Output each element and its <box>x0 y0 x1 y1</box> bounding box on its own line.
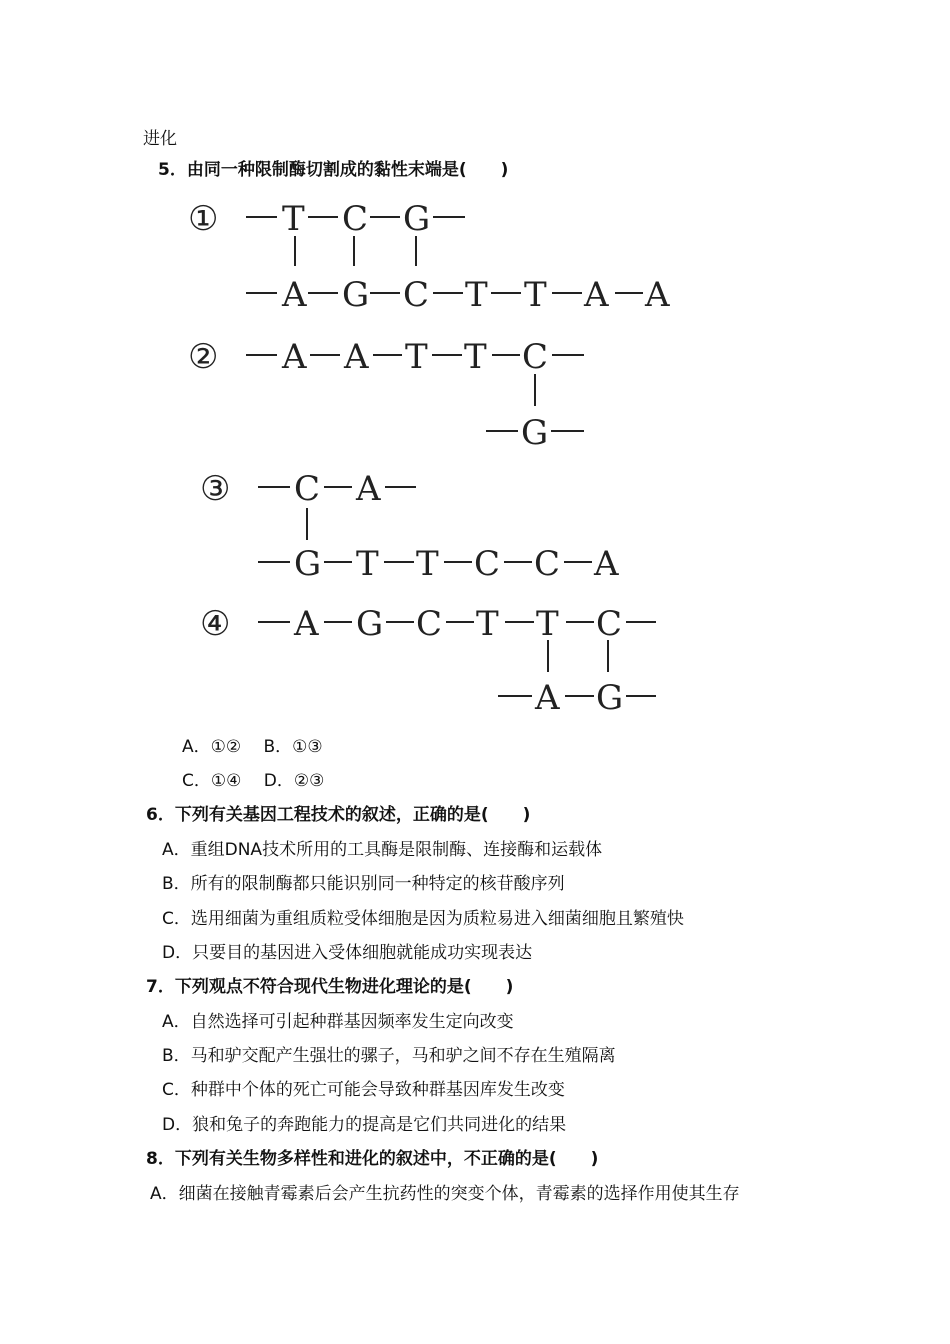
strand-4-top-6: C <box>596 604 623 644</box>
strand-4-top-5: T <box>536 604 559 644</box>
strand-1-top-3: G <box>403 199 431 239</box>
question-6-title: 6．下列有关基因工程技术的叙述，正确的是( ) <box>146 805 531 825</box>
q7-option-d: D．狼和兔子的奔跑能力的提高是它们共同进化的结果 <box>162 1115 567 1135</box>
strand-4-label: ④ <box>200 604 231 644</box>
q6-option-c: C．选用细菌为重组质粒受体细胞是因为质粒易进入细菌细胞且繁殖快 <box>162 909 684 929</box>
strand-1-top-1: T <box>282 199 305 239</box>
strand-3-label: ③ <box>200 469 231 509</box>
strand-3-bottom-4: C <box>474 544 501 584</box>
strand-3-bottom-3: T <box>416 544 439 584</box>
strand-2-top-1: A <box>282 337 307 377</box>
strand-2-top-2: A <box>344 337 369 377</box>
strand-1-bottom-3: C <box>403 275 430 315</box>
strand-2-top-4: T <box>464 337 487 377</box>
strand-2-bottom-1: G <box>521 413 549 453</box>
q7-option-b: B．马和驴交配产生强壮的骡子，马和驴之间不存在生殖隔离 <box>162 1046 616 1066</box>
strand-1-bottom-1: A <box>282 275 307 315</box>
strand-1-bottom-7: A <box>645 275 670 315</box>
question-5-title: 5．由同一种限制酶切割成的黏性末端是( ) <box>158 160 509 180</box>
question-8-title: 8．下列有关生物多样性和进化的叙述中，不正确的是( ) <box>146 1149 599 1169</box>
strand-3 <box>200 469 619 584</box>
q5-options-row-2: C．①④ D．②③ <box>182 771 325 791</box>
strand-1-bottom-4: T <box>465 275 488 315</box>
strand-1-bottom-5: T <box>524 275 547 315</box>
strand-4-top-3: C <box>416 604 443 644</box>
strand-1 <box>188 199 670 315</box>
strand-3-top-1: C <box>294 469 321 509</box>
q7-option-a: A．自然选择可引起种群基因频率发生定向改变 <box>162 1012 514 1032</box>
strand-4-top-4: T <box>476 604 499 644</box>
q6-option-b: B．所有的限制酶都只能识别同一种特定的核苷酸序列 <box>162 874 565 894</box>
strand-2-top-3: T <box>405 337 428 377</box>
q6-option-a: A．重组DNA技术所用的工具酶是限制酶、连接酶和运载体 <box>162 840 603 860</box>
strand-4-bottom-2: G <box>596 678 624 718</box>
strand-3-top-2: A <box>356 469 381 509</box>
strand-1-label: ① <box>188 199 219 239</box>
continuation-text: 进化 <box>143 129 177 149</box>
strand-4 <box>200 604 656 718</box>
q8-option-a: A．细菌在接触青霉素后会产生抗药性的突变个体，青霉素的选择作用使其生存 <box>150 1184 740 1204</box>
q5-options-row-1: A．①② B．①③ <box>182 737 323 757</box>
q6-option-d: D．只要目的基因进入受体细胞就能成功实现表达 <box>162 943 533 963</box>
strand-1-bottom-2: G <box>342 275 370 315</box>
q7-option-c: C．种群中个体的死亡可能会导致种群基因库发生改变 <box>162 1080 565 1100</box>
strand-2 <box>188 337 584 453</box>
strand-4-bottom-1: A <box>535 678 560 718</box>
sticky-ends-diagram <box>180 190 700 720</box>
strand-3-bottom-5: C <box>534 544 561 584</box>
strand-1-top-2: C <box>342 199 369 239</box>
strand-3-bottom-1: G <box>294 544 322 584</box>
strand-3-bottom-2: T <box>356 544 379 584</box>
strand-3-bottom-6: A <box>594 544 619 584</box>
strand-2-top-5: C <box>522 337 549 377</box>
question-7-title: 7．下列观点不符合现代生物进化理论的是( ) <box>146 977 514 997</box>
strand-2-label: ② <box>188 337 219 377</box>
strand-4-top-1: A <box>294 604 319 644</box>
strand-4-top-2: G <box>356 604 384 644</box>
strand-1-bottom-6: A <box>584 275 609 315</box>
